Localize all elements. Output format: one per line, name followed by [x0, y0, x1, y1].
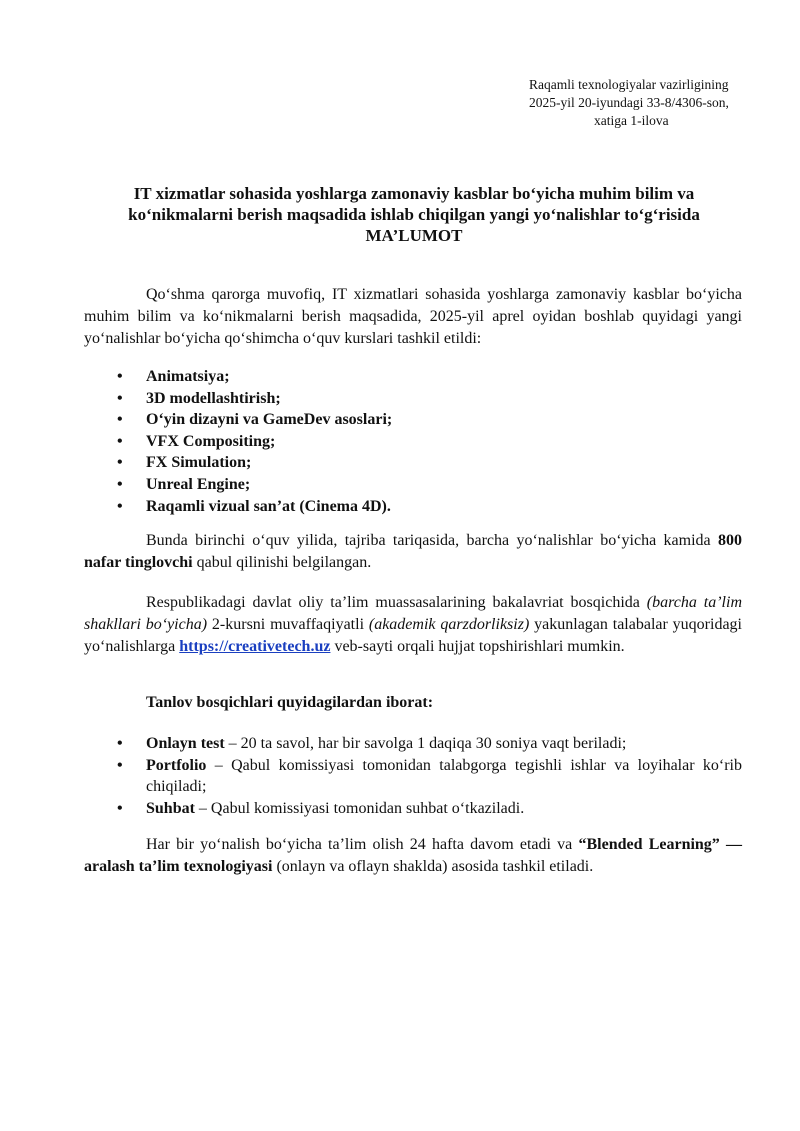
stage-name: Onlayn test [146, 735, 225, 752]
bullet-icon: • [117, 411, 123, 429]
bullet-icon: • [117, 735, 123, 752]
eligibility-text-3: yakunlagan talabalar yuqoridagi yo‘nalishlarga [84, 616, 743, 655]
direction-label: O‘yin dizayni va GameDev asoslari; [146, 411, 393, 429]
document-title [84, 183, 744, 246]
stage-name: Portfolio [146, 756, 207, 774]
bullet-icon: • [117, 368, 123, 385]
bullet-icon: • [117, 389, 123, 407]
direction-label: Animatsiya; [146, 368, 230, 385]
list-item [84, 431, 742, 453]
list-item [84, 733, 742, 755]
title-line-3: MA’LUMOT [365, 226, 463, 245]
stage-description: – Qabul komissiyasi tomonidan suhbat o‘tkaziladi. [194, 799, 525, 817]
eligibility-note-2: (akademik qarzdorliksiz) [368, 616, 530, 633]
attachment-note-line-3: xatiga 1-ilova [594, 113, 669, 128]
stage-description: – 20 ta savol, har bir savolga 1 daqiqa 30 soniya vaqt beriladi; [224, 735, 627, 752]
duration-text-after: (onlayn va oflayn shaklda) asosida tashkil etiladi. [272, 858, 594, 875]
title-line-2: ko‘nikmalarni berish maqsadida ishlab chiqilgan yangi yo‘nalishlar to‘g‘risida [128, 205, 700, 224]
intro-paragraph: Qo‘shma qarorga muvofiq, IT xizmatlari sohasida yoshlarga zamonaviy kasblar bo‘yicha muhim bilim va ko‘nikmalarni berish maqsadida, 2025-yil aprel oyidan boshlab quyidagi yangi yo‘nalishlar bo‘yicha qo‘shimcha o‘quv kurslari tashkil etildi: [84, 286, 742, 347]
bullet-icon: • [117, 475, 123, 493]
enrollment-text-after: qabul qilinishi belgilangan. [192, 554, 372, 571]
eligibility-text-2: 2-kursni muvaffaqiyatli [207, 616, 369, 633]
direction-label: VFX Compositing; [146, 432, 276, 450]
list-item [84, 409, 742, 431]
bullet-icon: • [117, 432, 123, 450]
list-item [84, 474, 742, 496]
bullet-icon: • [117, 756, 123, 774]
direction-label: Unreal Engine; [146, 475, 251, 493]
list-item [84, 366, 742, 388]
list-item [84, 798, 742, 820]
list-item [84, 452, 742, 474]
stage-name: Suhbat [146, 799, 195, 817]
bullet-icon: • [117, 799, 123, 817]
enrollment-text-before: Bunda birinchi o‘quv yilida, tajriba tariqasida, barcha yo‘nalishlar bo‘yicha kamida [146, 532, 718, 549]
bullet-icon: • [117, 454, 123, 472]
enrollment-paragraph [84, 530, 742, 574]
eligibility-note-1: (barcha ta’lim shakllari bo‘yicha) [84, 594, 743, 633]
eligibility-text-1: Respublikadagi davlat oliy ta’lim muassasalarining bakalavriat bosqichida [146, 594, 647, 611]
list-item [84, 388, 742, 410]
direction-label: Raqamli vizual san’at (Cinema 4D). [146, 497, 391, 515]
duration-text-before: Har bir yo‘nalish bo‘yicha ta’lim olish 24 hafta davom etadi va [146, 836, 579, 853]
bullet-icon: • [117, 497, 123, 515]
attachment-note-line-2: 2025-yil 20-iyundagi 33-8/4306-son, [529, 95, 729, 110]
stages-heading: Tanlov bosqichlari quyidagilardan iborat: [146, 694, 434, 711]
direction-label: 3D modellashtirish; [146, 389, 281, 407]
stage-description: – Qabul komissiyasi tomonidan talabgorga tegishli ishlar va loyihalar ko‘rib chiqiladi; [146, 756, 742, 796]
enrollment-count: 800 nafar tinglovchi [84, 532, 742, 571]
directions-list [84, 366, 742, 517]
list-item [84, 496, 742, 518]
eligibility-paragraph [84, 592, 742, 658]
blended-learning-term: “Blended Learning” — aralash ta’lim texnologiyasi [84, 836, 743, 875]
attachment-note [529, 76, 769, 130]
stages-list [84, 733, 742, 819]
title-line-1: IT xizmatlar sohasida yoshlarga zamonaviy kasblar bo‘yicha muhim bilim va [133, 184, 695, 203]
duration-paragraph [84, 834, 742, 878]
creativetech-link[interactable]: https://creativetech.uz [179, 638, 331, 655]
direction-label: FX Simulation; [146, 454, 252, 472]
list-item [84, 755, 742, 798]
attachment-note-line-1: Raqamli texnologiyalar vazirligining [529, 77, 729, 92]
eligibility-text-4: veb-sayti orqali hujjat topshirishlari mumkin. [330, 638, 625, 655]
